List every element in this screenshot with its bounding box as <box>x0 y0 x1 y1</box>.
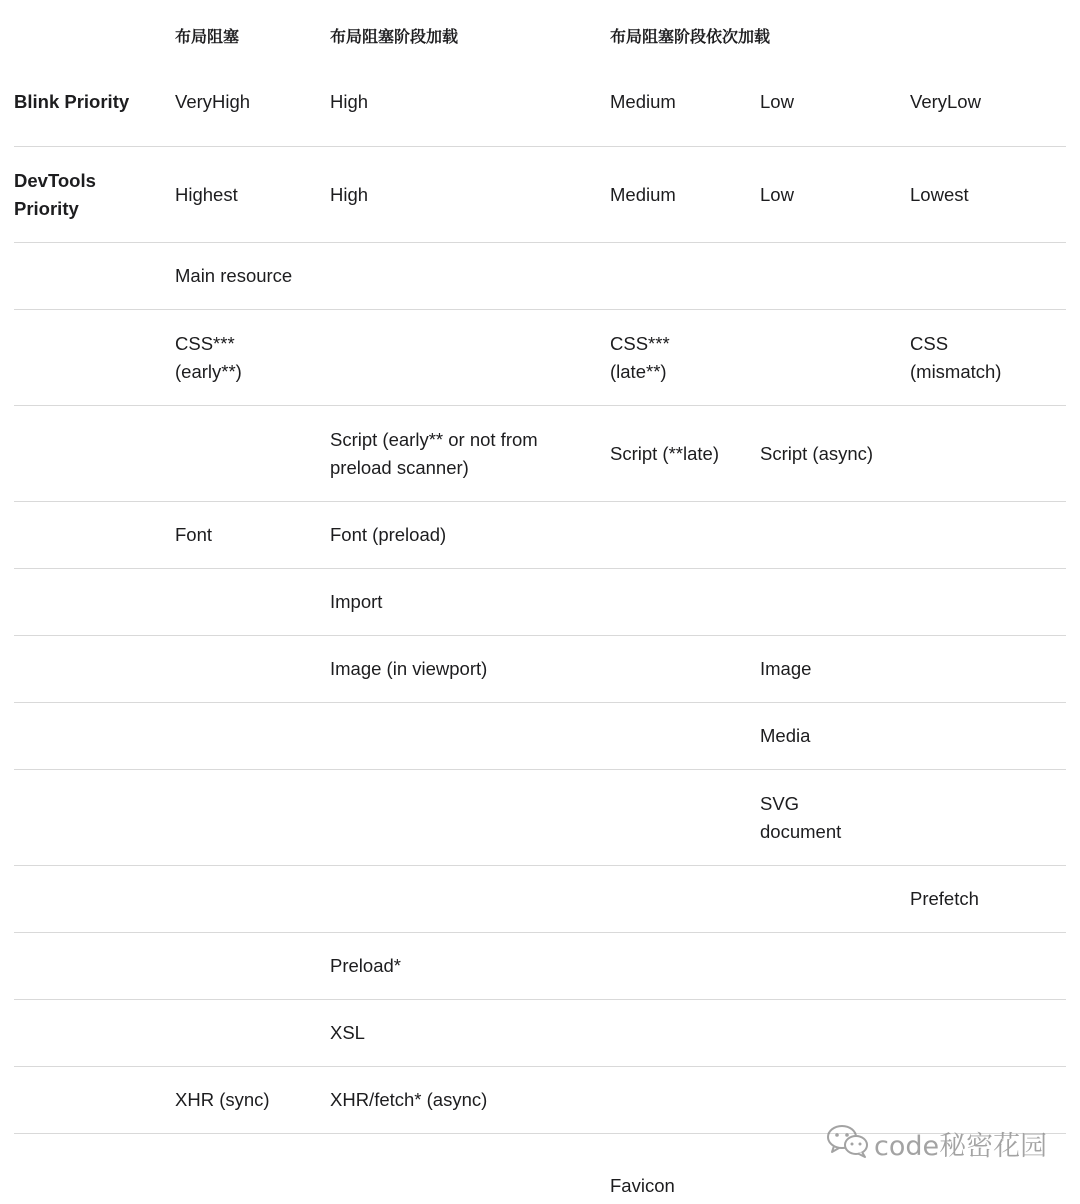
row-label <box>14 502 175 569</box>
table-row <box>14 1000 1066 1067</box>
table-cell <box>760 569 910 636</box>
row-label <box>14 406 175 502</box>
table-cell: CSS (mismatch) <box>910 310 1066 406</box>
table-cell <box>610 1067 760 1134</box>
table-cell <box>610 1000 760 1067</box>
table-cell: Import <box>330 569 610 636</box>
row-label: Blink Priority <box>14 75 175 147</box>
table-cell: Font <box>175 502 330 569</box>
watermark-text: code秘密花园 <box>874 1124 1047 1163</box>
table-cell: Low <box>760 75 910 147</box>
table-cell: SVG document <box>760 770 910 866</box>
table-cell <box>610 770 760 866</box>
table-cell <box>760 243 910 310</box>
table-cell <box>610 502 760 569</box>
table-header-row <box>14 0 1066 75</box>
table-cell: VeryHigh <box>175 75 330 147</box>
table-cell <box>910 406 1066 502</box>
header-cell <box>14 0 175 75</box>
table-cell <box>330 703 610 770</box>
priority-table <box>14 0 1066 1204</box>
table-cell <box>610 636 760 703</box>
row-label <box>14 636 175 703</box>
table-cell: Lowest <box>910 147 1066 243</box>
row-label <box>14 1134 175 1204</box>
table-row <box>14 636 1066 703</box>
row-label <box>14 1067 175 1134</box>
table-cell <box>175 703 330 770</box>
table-row <box>14 933 1066 1000</box>
row-label <box>14 147 175 243</box>
table-cell <box>330 770 610 866</box>
table-cell: XSL <box>330 1000 610 1067</box>
table-cell: Main resource <box>175 243 330 310</box>
table-cell <box>330 310 610 406</box>
table-cell <box>610 569 760 636</box>
table-cell: Highest <box>175 147 330 243</box>
table-row <box>14 502 1066 569</box>
table-cell <box>175 866 330 933</box>
row-label <box>14 569 175 636</box>
table-cell <box>910 569 1066 636</box>
devtools-priority-row <box>14 147 1066 243</box>
table-cell <box>175 933 330 1000</box>
row-label <box>14 243 175 310</box>
table-cell: High <box>330 75 610 147</box>
watermark <box>826 1123 1047 1164</box>
table-cell: Low <box>760 147 910 243</box>
table-row <box>14 703 1066 770</box>
table-cell <box>175 770 330 866</box>
table-cell: CSS*** (late**) <box>610 310 760 406</box>
table-cell: XHR/fetch* (async) <box>330 1067 610 1134</box>
table-row <box>14 243 1066 310</box>
table-cell <box>610 703 760 770</box>
table-cell <box>330 1134 610 1204</box>
row-label <box>14 770 175 866</box>
table-cell: VeryLow <box>910 75 1066 147</box>
resource-rows <box>14 243 1066 1204</box>
header-cell: 布局阻塞阶段加载 <box>330 0 610 75</box>
table-cell: Script (early** or not from preload scanner) <box>330 406 610 502</box>
table-cell: Preload* <box>330 933 610 1000</box>
table-cell <box>910 636 1066 703</box>
table-cell <box>610 933 760 1000</box>
table-cell: Script (**late) <box>610 406 760 502</box>
wechat-icon <box>826 1123 870 1164</box>
row-label <box>14 933 175 1000</box>
table-cell: Medium <box>610 75 760 147</box>
table-cell <box>175 1000 330 1067</box>
table-cell <box>910 703 1066 770</box>
row-label <box>14 1000 175 1067</box>
table-cell: Favicon <box>610 1134 760 1204</box>
header-cell <box>760 0 910 75</box>
table-cell: XHR (sync) <box>175 1067 330 1134</box>
table-cell: Medium <box>610 147 760 243</box>
table-cell: Image <box>760 636 910 703</box>
table-cell <box>910 1000 1066 1067</box>
table-row <box>14 866 1066 933</box>
header-cell: 布局阻塞阶段依次加载 <box>610 0 760 75</box>
row-label-line: Priority <box>14 195 175 223</box>
table-cell <box>175 406 330 502</box>
table-cell <box>760 1000 910 1067</box>
row-label <box>14 703 175 770</box>
table-cell <box>760 502 910 569</box>
table-cell <box>330 243 610 310</box>
table-cell: Font (preload) <box>330 502 610 569</box>
row-label-line: DevTools <box>14 167 175 195</box>
table-row <box>14 406 1066 502</box>
header-cell <box>910 0 1066 75</box>
row-label <box>14 310 175 406</box>
table-cell <box>760 310 910 406</box>
table-cell <box>175 569 330 636</box>
header-cell: 布局阻塞 <box>175 0 330 75</box>
table-cell <box>760 866 910 933</box>
table-cell <box>910 770 1066 866</box>
table-cell: Script (async) <box>760 406 910 502</box>
table-cell <box>175 1134 330 1204</box>
table-row <box>14 310 1066 406</box>
table-cell <box>910 933 1066 1000</box>
table-row <box>14 770 1066 866</box>
table-cell <box>760 933 910 1000</box>
table-cell: Media <box>760 703 910 770</box>
table-cell <box>610 243 760 310</box>
table-cell: CSS*** (early**) <box>175 310 330 406</box>
table-cell <box>330 866 610 933</box>
row-label <box>14 866 175 933</box>
table-cell <box>175 636 330 703</box>
blink-priority-row <box>14 75 1066 147</box>
table-cell: Prefetch <box>910 866 1066 933</box>
table-cell: High <box>330 147 610 243</box>
table-cell <box>910 502 1066 569</box>
table-cell: Image (in viewport) <box>330 636 610 703</box>
table-cell <box>610 866 760 933</box>
table-row <box>14 569 1066 636</box>
table-cell <box>910 243 1066 310</box>
